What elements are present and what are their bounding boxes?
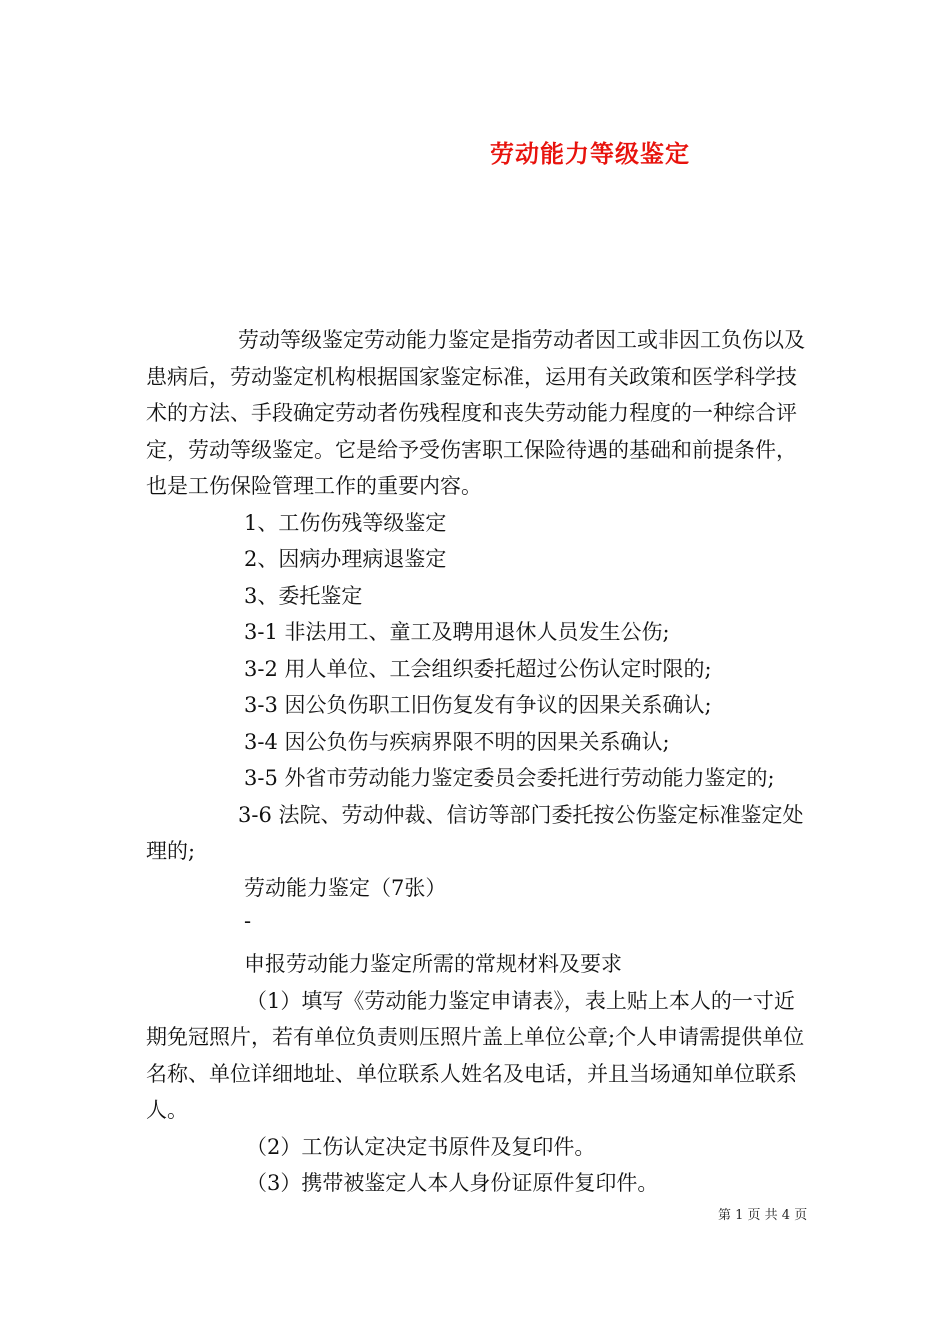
photo-caption: 劳动能力鉴定（7张）	[244, 875, 447, 900]
material-item-2: （2）工伤认定决定书原件及复印件。	[246, 1134, 596, 1159]
list-item: 3、委托鉴定	[244, 583, 363, 608]
list-item: 3-3 因公负伤职工旧伤复发有争议的因果关系确认;	[244, 693, 712, 717]
document-title: 劳动能力等级鉴定	[490, 139, 690, 168]
list-item: 3-4 因公负伤与疾病界限不明的因果关系确认;	[244, 729, 670, 754]
list-item: 2、因病办理病退鉴定	[244, 547, 447, 571]
document-body	[146, 322, 806, 1202]
material-item-3: （3）携带被鉴定人本人身份证原件复印件。	[246, 1171, 659, 1195]
list-item-3-6: 3-6 法院、劳动仲裁、信访等部门委托按公伤鉴定标准鉴定处理的;	[146, 802, 804, 863]
materials-heading: 申报劳动能力鉴定所需的常规材料及要求	[244, 952, 622, 976]
list-item: 1、工伤伤残等级鉴定	[244, 510, 447, 535]
list-item: 3-5 外省市劳动能力鉴定委员会委托进行劳动能力鉴定的;	[244, 766, 775, 790]
page-footer: 第 1 页 共 4 页	[718, 1208, 808, 1223]
material-item-1: （1）填写《劳动能力鉴定申请表》，表上贴上本人的一寸近期免冠照片，若有单位负责则压照片盖上单位公章;个人申请需提供单位名称、单位详细地址、单位联系人姓名及电话，并且当场通知单位联系人。	[146, 988, 805, 1122]
dash-line: -	[244, 909, 252, 933]
list-item: 3-1 非法用工、童工及聘用退休人员发生公伤;	[244, 620, 670, 644]
list-item: 3-2 用人单位、工会组织委托超过公伤认定时限的;	[244, 656, 712, 681]
intro-paragraph: 劳动等级鉴定劳动能力鉴定是指劳动者因工或非因工负伤以及患病后，劳动鉴定机构根据国家鉴定标准，运用有关政策和医学科学技术的方法、手段确定劳动者伤残程度和丧失劳动能力程度的一种综合评定，劳动等级鉴定。它是给予受伤害职工保险待遇的基础和前提条件，也是工伤保险管理工作的重要内容。	[146, 328, 805, 498]
